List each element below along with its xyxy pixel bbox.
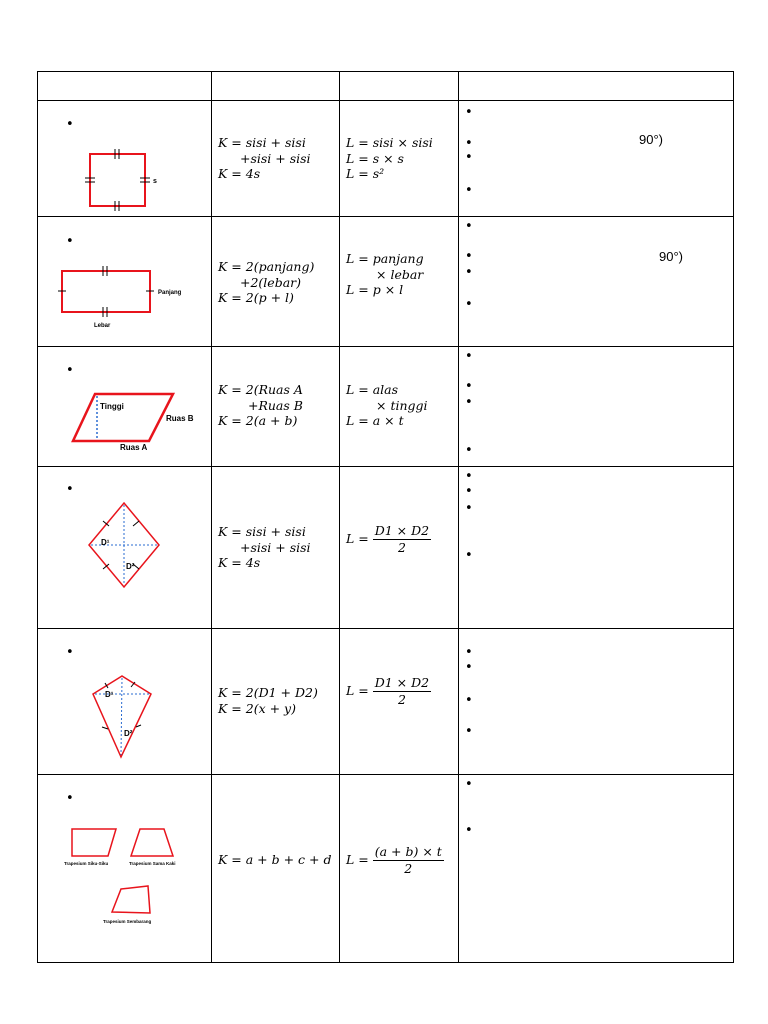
area-cell-trapezoid <box>340 775 459 963</box>
shape-cell-rectangle <box>38 217 212 347</box>
bullet: • <box>465 469 473 484</box>
parallelogram-height-label: Tinggi <box>100 402 124 411</box>
area-prefix: L = <box>346 531 369 547</box>
perimeter-cell-kite <box>212 629 340 775</box>
shape-cell-rhombus <box>38 467 212 629</box>
bullet: • <box>465 297 473 312</box>
parallelogram-figure <box>38 347 212 467</box>
kite-diagonal-1-label: D¹ <box>105 690 114 699</box>
header-cell-perimeter <box>212 72 340 101</box>
bullet: • <box>465 645 473 660</box>
perimeter-cell-trapezoid <box>212 775 340 963</box>
area-line: × tinggi <box>376 397 428 413</box>
bullet: • <box>465 660 473 675</box>
rectangle-width-label: Lebar <box>94 323 111 329</box>
bullet: • <box>465 349 473 364</box>
table-row-square <box>38 101 734 217</box>
bullet: • <box>465 443 473 458</box>
area-line: × lebar <box>376 266 424 282</box>
area-line: L = sisi × sisi <box>346 135 433 150</box>
rectangle-length-label: Panjang <box>158 290 182 296</box>
perimeter-line: K = 2(Ruas A <box>218 382 303 397</box>
bullet: • <box>465 548 473 563</box>
area-cell-rectangle <box>340 217 459 347</box>
table-row-trapezoid <box>38 775 734 963</box>
shape-cell-trapezoid <box>38 775 212 963</box>
table-row-kite <box>38 629 734 775</box>
bullet: • <box>66 234 74 249</box>
trapezoid-figure <box>38 775 212 963</box>
perimeter-line: +sisi + sisi <box>240 150 311 166</box>
perimeter-cell-rectangle <box>212 217 340 347</box>
bullet: • <box>465 105 473 120</box>
bullet: • <box>465 501 473 516</box>
area-prefix: L = <box>346 683 369 699</box>
header-cell-area <box>340 72 459 101</box>
perimeter-line: K = 2(D1 + D2) <box>218 685 318 700</box>
parallelogram-side-a-label: Ruas A <box>120 443 148 452</box>
shape-cell-parallelogram <box>38 347 212 467</box>
properties-cell-square <box>459 101 734 217</box>
perimeter-line: K = sisi + sisi <box>218 524 306 539</box>
bullet: • <box>66 791 74 806</box>
right-trapezoid-label: Trapesium Siku-Siku <box>64 861 109 866</box>
area-denominator: 2 <box>397 691 406 707</box>
area-line: L = panjang <box>346 251 424 266</box>
scalene-trapezoid-label: Trapesium Sembarang <box>103 919 152 924</box>
properties-cell-rhombus <box>459 467 734 629</box>
perimeter-line: +Ruas B <box>248 397 303 413</box>
area-numerator: (a + b) × t <box>374 844 442 859</box>
bullet: • <box>465 484 473 499</box>
properties-cell-trapezoid <box>459 775 734 963</box>
table-row-rhombus <box>38 467 734 629</box>
perimeter-line: K = 2(x + y) <box>218 700 296 716</box>
rhombus-diagonal-1-label: D¹ <box>101 538 110 547</box>
properties-cell-kite <box>459 629 734 775</box>
area-numerator: D1 × D2 <box>374 523 430 538</box>
perimeter-cell-parallelogram <box>212 347 340 467</box>
bullet: • <box>66 482 74 497</box>
area-line: L = s² <box>346 166 385 181</box>
bullet: • <box>465 777 473 792</box>
properties-cell-parallelogram <box>459 347 734 467</box>
parallelogram-side-b-label: Ruas B <box>166 414 194 423</box>
perimeter-cell-rhombus <box>212 467 340 629</box>
bullet: • <box>465 265 473 280</box>
perimeter-cell-square <box>212 101 340 217</box>
shapes-table <box>37 71 734 963</box>
shape-cell-kite <box>38 629 212 775</box>
bullet: • <box>465 379 473 394</box>
properties-cell-rectangle <box>459 217 734 347</box>
area-line: L = p × l <box>346 282 404 297</box>
perimeter-line: K = 2(p + l) <box>218 290 294 305</box>
perimeter-line: K = 4s <box>218 166 261 181</box>
area-line: L = alas <box>346 382 399 397</box>
area-numerator: D1 × D2 <box>374 675 430 690</box>
perimeter-line: K = sisi + sisi <box>218 135 306 150</box>
header-row <box>38 72 734 101</box>
table-row-rectangle <box>38 217 734 347</box>
perimeter-line: K = 2(a + b) <box>218 413 298 428</box>
area-fraction <box>346 844 444 876</box>
area-cell-rhombus <box>340 467 459 629</box>
bullet: • <box>465 249 473 264</box>
isosceles-trapezoid-label: Trapesium Sama Kaki <box>129 861 176 866</box>
square-figure <box>38 101 212 217</box>
area-fraction <box>346 523 431 555</box>
rhombus-figure <box>38 467 212 629</box>
rhombus-diagonal-2-label: D² <box>126 562 135 571</box>
perimeter-line: K = 4s <box>218 555 261 570</box>
shape-cell-square <box>38 101 212 217</box>
perimeter-line: K = a + b + c + d <box>218 852 332 867</box>
area-denominator: 2 <box>404 860 413 876</box>
area-line: L = s × s <box>346 150 404 166</box>
bullet: • <box>66 645 74 660</box>
angle-note: 90°) <box>639 132 663 147</box>
bullet: • <box>465 136 473 151</box>
perimeter-line: +2(lebar) <box>240 274 302 290</box>
area-line: L = a × t <box>346 413 404 428</box>
perimeter-line: +sisi + sisi <box>240 539 311 555</box>
bullet: • <box>465 183 473 198</box>
kite-figure <box>38 629 212 775</box>
kite-diagonal-2-label: D² <box>124 729 133 738</box>
area-cell-parallelogram <box>340 347 459 467</box>
header-cell-properties <box>459 72 734 101</box>
bullet: • <box>465 395 473 410</box>
area-cell-kite <box>340 629 459 775</box>
bullet: • <box>465 219 473 234</box>
area-denominator: 2 <box>397 539 406 555</box>
bullet: • <box>66 363 74 378</box>
table-row-parallelogram <box>38 347 734 467</box>
rectangle-figure <box>38 217 212 347</box>
area-cell-square <box>340 101 459 217</box>
angle-note: 90°) <box>659 249 683 264</box>
header-cell-shape <box>38 72 212 101</box>
bullet: • <box>465 823 473 838</box>
perimeter-line: K = 2(panjang) <box>218 259 315 274</box>
bullet: • <box>465 150 473 165</box>
area-fraction <box>346 675 431 707</box>
bullet: • <box>465 693 473 708</box>
bullet: • <box>66 117 74 132</box>
area-prefix: L = <box>346 852 369 868</box>
square-side-label: s <box>153 178 157 185</box>
bullet: • <box>465 724 473 739</box>
